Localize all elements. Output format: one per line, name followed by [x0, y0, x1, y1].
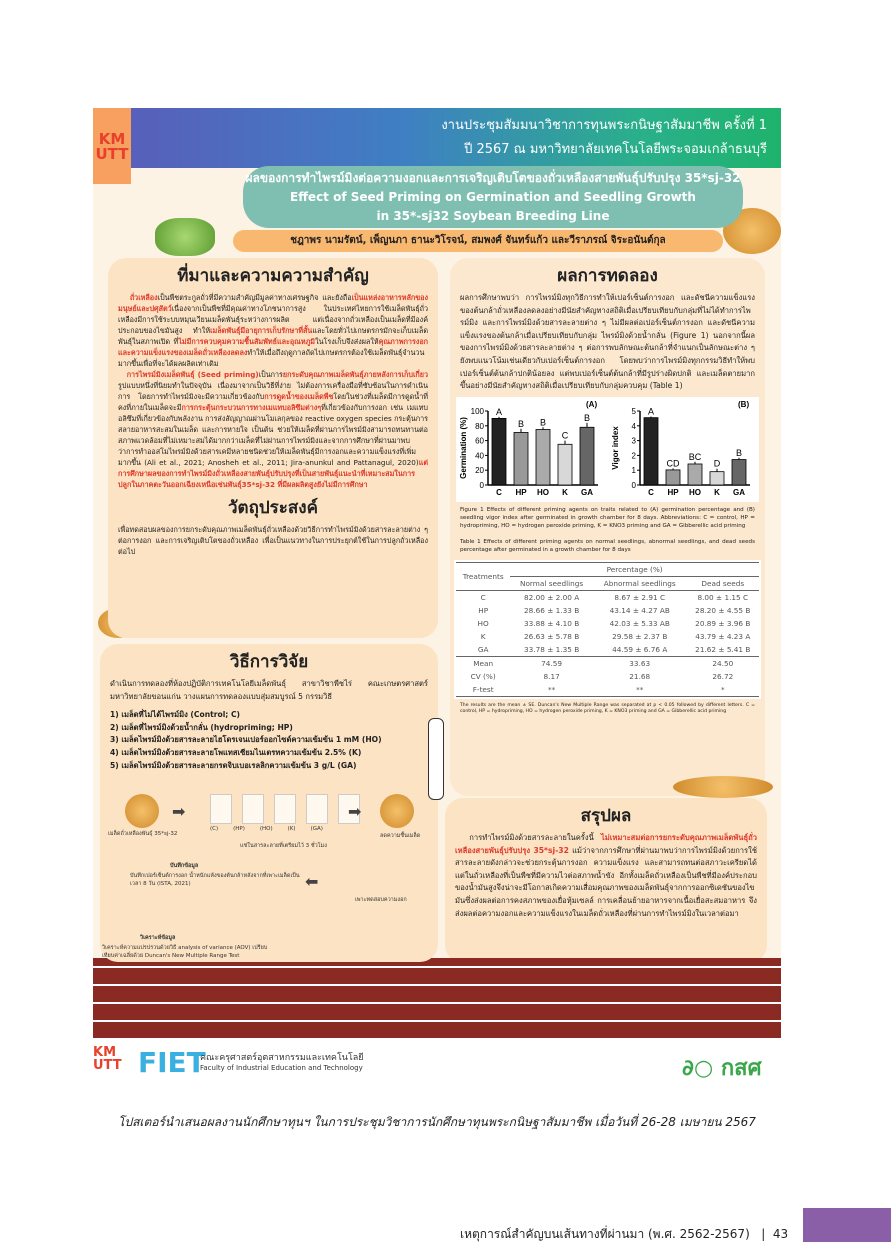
table-cell: C [480, 592, 486, 602]
x-tick-label: GA [733, 487, 745, 497]
table-cell: 20.89 ± 3.96 B [695, 618, 751, 628]
table-row [456, 670, 759, 683]
table-row [456, 643, 759, 657]
table-cell: K [480, 631, 486, 641]
x-tick-label: C [496, 487, 502, 497]
methods-text: ดำเนินการทดลองที่ห้องปฏิบัติการเทคโนโลยีเมล็ดพันธุ์ สาขาวิชาพืชไร่ คณะเกษตรศาสตร์ มหาวิทยาลัยขอนแก่น วางแผนการทดลองแบบสุ่มสมบูรณ์ 5 กรรมวิธี [110, 679, 428, 701]
intro-panel [108, 258, 438, 638]
fiet-name: คณะครุศาสตร์อุตสาหกรรมและเทคโนโลยี Faculty of Industrial Education and Technology [200, 1053, 364, 1072]
arrow-icon: ⬅ [305, 872, 319, 891]
running-footer: เหตุการณ์สำคัญบนเส้นทางที่ผ่านมา (พ.ศ. 2562-2567) | 43 [460, 1227, 789, 1241]
table-row [456, 617, 759, 630]
x-tick-label: C [648, 487, 654, 497]
chart-title: (A) [586, 399, 598, 409]
figure-1 [456, 397, 759, 502]
flow-soak-label: แช่ในสารละลายที่เตรียมไว้ 3 ชั่วโมง [240, 843, 327, 849]
table-cell: 28.20 ± 4.55 B [695, 605, 751, 615]
significance-letter: A [495, 406, 503, 417]
y-tick-label: 5 [631, 406, 636, 416]
y-axis-label: Vigor index [611, 426, 620, 470]
page-tab [803, 1208, 891, 1242]
significance-letter: B [735, 447, 743, 458]
flow-sow-label: เพาะทดสอบความงอก [355, 897, 407, 903]
results-text: ผลการศึกษาพบว่า การไพรม์มิงทุกวิธีการทำให้เปอร์เซ็นต์การงอก และดัชนีความแข็งแรงของต้นกล้าถั่วเหลืองลดลงอย่างมีนัยสำคัญทางสถิติเมื่อเปรียบเทียบกับกลุ่มที่ไม่ได้ทำการไพรม์มิง และการไพรม์มิงด้วยสารละลายต่าง ๆ ไม่มีผลต่อเปอร์เซ็นต์การงอก และดัชนีความแข็งแรงของต้นกล้าเมื่อเปรียบเทียบกับกลุ่ม ไพรม์มิงด้วยน้ำกลั่น (Figure 1) นอกจากนี้ผลของการไพรม์มิงด้วยสารละลายต่าง ๆ ต่อการพบลักษณะต้นกล้าที่จำแนกเป็นลักษณะต่าง ๆ ยังพบแนวโน้มเช่นเดียวกับเปอร์เซ็นต์การงอก โดยพบว่าการไพรม์มิงทุกกรรมวิธีทำให้พบเปอร์เซ็นต์ต้นกล้าปกติน้อยลง แต่พบเปอร์เซ็นต์ต้นกล้าที่มีรูปร่างผิดปกติ และเมล็ดตายมากขึ้นอย่างมีนัยสำคัญทางสถิติเมื่อเปรียบเทียบกับกลุ่มควบคุม (Table 1) [460, 293, 755, 391]
table-cell: 26.63 ± 5.78 B [524, 631, 580, 641]
table-cell: ** [547, 684, 556, 694]
significance-letter: D [713, 458, 721, 469]
table-cell: 43.14 ± 4.27 AB [609, 605, 670, 615]
soybean-spoon-image [673, 776, 773, 798]
table-cell: 43.79 ± 4.23 A [695, 631, 751, 641]
bar [492, 418, 506, 485]
table-cell: 8.00 ± 1.15 C [697, 592, 749, 602]
treatment-item: 5) เมล็ดไพรม์มิงด้วยสารละลายกรดจิบเบอเรลลิกความเข้มข้น 3 g/L (GA) [110, 760, 357, 770]
conference-line-2: ปี 2567 ณ มหาวิทยาลัยเทคโนโลยีพระจอมเกล้าธนบุรี [464, 142, 767, 157]
y-tick-label: 80 [475, 421, 484, 431]
table-row [456, 604, 759, 617]
flow-seed-label: เมล็ดถั่วเหลืองพันธุ์ 35*sj-32 [108, 831, 178, 837]
intro-paragraph-2: การไพรม์มิงเมล็ดพันธุ์ (Seed priming)เป็นการยกระดับคุณภาพเมล็ดพันธุ์ภายหลังการเก็บเกี่ยวรูปแบบหนึ่งที่นิยมทำในปัจจุบัน เนื่องมาจากเป็นวิธีที่ง่าย ไม่ต้องการเครื่องมือที่ซับซ้อนในการดำเนินการ โดยการทำไพรม์มิงจะมีความเกี่ยวข้องกับการดูดน้ำของเมล็ดพืชโดยในช่วงที่เมล็ดมีการดูดน้ำที่คงที่ภายในเมล็ดจะมีการกระตุ้นกระบวนการทางเมแทบอลิซึมต่างๆที่เกี่ยวข้องกับการงอก เช่น เมแทบอลิซึมที่เกี่ยวข้องกับพลังงาน การส่งสัญญาณผ่านโมเลกุลของ reactive oxygen species กระตุ้นการสลายอาหารสะสมในเมล็ด และการหายใจ เป็นต้น ช่วยให้เมล็ดที่ผ่านการไพรม์มิงสามารถทนทานต่อสภาพแวดล้อมที่ไม่เหมาะสมได้มากกว่าเมล็ดที่ไม่ผ่านการไพรม์มิงและจากการศึกษาที่ผ่านมาพบว่าการทำออสโมไพรม์มิงด้วยสารเคมีหลายชนิดช่วยให้เมล็ดพันธุ์มีการงอกและความแข็งแรงที่เพิ่มมากขึ้น (Ali et al., 2021; Anosheh et al., 2011; Jira-anunkul and Pattanagul, 2020)แต่การศึกษาผลของการทำไพรม์มิงถั่วเหลืองสายพันธุ์ปรับปรุงที่เป็นสายพันธุ์แนะนำที่เหมาะสมในการปลูกในภาคตะวันออกเฉียงเหนือเช่นพันธุ์35*sj-32 ที่มีผลผลิตสูงยังไม่มีการศึกษา [118, 370, 429, 489]
bar [558, 444, 572, 485]
intro-paragraph-1: ถั่วเหลืองเป็นพืชตระกูลถั่วที่มีความสำคัญมีมูลค่าทางเศรษฐกิจ และยังถือเป็นแหล่งอาหารหลักของมนุษย์และปศุสัตว์เนื่องจากเป็นพืชที่มีคุณค่าทางโภชนาการสูง ในประเทศไทยการใช้เมล็ดพันธุ์ถั่วเหลืองมีการใช้ระบบหมุนเวียนเมล็ดพันธุ์ระหว่างการผลิต แต่เนื่องจากถั่วเหลืองเป็นเมล็ดที่มีองค์ประกอบของไขมันสูง ทำให้เมล็ดพันธุ์มีอายุการเก็บรักษาที่สั้นและโดยทั่วไปเกษตรกรมักจะเก็บเมล็ดพันธุ์ในสภาพเปิด ที่ไม่มีการควบคุมความชื้นสัมพัทธ์และอุณหภูมิในโรงเก็บจึงส่งผลให้คุณภาพการงอกและความแข็งแรงของเมล็ดถั่วเหลืองลดลงทำให้เมื่อถึงฤดูกาลถัดไปเกษตรกรต้องใช้เมล็ดพันธุ์จำนวนมากขึ้นเพื่อที่จะได้ผลผลิตเท่าเดิม [118, 293, 428, 368]
fiet-logo: FIET [138, 1046, 206, 1079]
table-cell: CV (%) [470, 671, 496, 681]
significance-letter: B [583, 412, 591, 423]
title-thai: ผลของการทำไพรม์มิงต่อความงอกและการเจริญเติบโตของถั่วเหลืองสายพันธุ์ปรับปรุง 35*sj-32 [245, 171, 741, 185]
kmutt-footer-logo: KM UTT [93, 1045, 122, 1073]
x-tick-label: K [714, 487, 720, 497]
methods-heading: วิธีการวิจัย [229, 652, 309, 672]
table-cell: ** [636, 684, 644, 694]
y-tick-label: 0 [479, 480, 484, 490]
table-caption: Table 1 Effects of different priming agents on normal seedlings, abnormal seedlings, and dead seeds percentage after germinated in a growth chamber for 8 days [460, 538, 755, 553]
conclusion-panel [445, 798, 767, 963]
significance-letter: C [561, 430, 569, 441]
chart-germination [456, 397, 606, 502]
y-tick-label: 40 [475, 451, 484, 461]
flow-record-text: บันทึกเปอร์เซ็นต์การงอก น้ำหนักแห้งของต้นกล้าหลังจากที่เพาะเมล็ดเป็นเวลา 8 วัน (ISTA, 2021) [130, 873, 300, 887]
treatment-item: 2) เมล็ดที่ไพรม์มิงด้วยน้ำกลั่น (hydropriming; HP) [110, 722, 293, 732]
pea-image [155, 218, 215, 256]
beaker-labels: (C) (HP) (HO) (K) (GA) [210, 826, 323, 832]
y-tick-label: 100 [470, 406, 484, 416]
bar [644, 417, 658, 484]
conclusion-heading: สรุปผล [580, 806, 632, 826]
intro-heading: ที่มาและความความสำคัญ [177, 266, 369, 286]
y-tick-label: 60 [475, 436, 484, 446]
significance-letter: A [647, 406, 655, 417]
chart-title: (B) [738, 399, 750, 409]
results-heading: ผลการทดลอง [557, 266, 658, 286]
conclusion-text: การทำไพรม์มิงด้วยสารละลายในครั้งนี้ ไม่เหมาะสมต่อการยกระดับคุณภาพเมล็ดพันธุ์ถั่วเหลืองสายพันธุ์ปรับปรุง 35*sj-32 แม้ว่าจากการศึกษาที่ผ่านมาพบว่าการไพรม์มิงด้วยการใช้สารละลายดังกล่าวจะช่วยกระตุ้นการงอก ความแข็งแรง และสามารถทนต่อสภาวะเครียดได้ แต่ในถั่วเหลืองที่เป็นพืชที่มีความไวต่อสภาพน้ำขัง อีกทั้งเมล็ดถั่วเหลืองเป็นพืชที่มีองค์ประกอบของน้ำมันสูงจึงน่าจะมีโอกาสเกิดความเสื่อมคุณภาพของเมล็ดพันธุ์จากการออกซิเดชันของไขมันซึ่งส่งผลต่อการคงสภาพของเยื่อหุ้มเซลล์ การเคลื่อนย้ายอาหารจากเนื้อเยื่อสะสมอาหาร จึงส่งผลต่อความงอกและความแข็งแรงในเมล็ดถั่วเหลืองที่ผ่านการทำไพรม์มิงในเวลาต่อมา [455, 833, 757, 918]
methods-panel [100, 644, 438, 962]
significance-letter: B [539, 417, 547, 428]
table-row [456, 656, 759, 670]
table-cell: 21.68 [629, 671, 651, 681]
poster-header [93, 108, 781, 168]
bar [514, 432, 528, 485]
poster-title [243, 166, 743, 228]
treatment-item: 4) เมล็ดไพรม์มิงด้วยสารละลายโพแทสเซียมไนเตรทความเข้มข้น 2.5% (K) [110, 747, 362, 757]
objective-text: เพื่อทดสอบผลของการยกระดับคุณภาพเมล็ดพันธุ์ถั่วเหลืองด้วยวิธีการทำไพรม์มิงด้วยสารละลายต่าง ๆ ต่อการงอก และการเจริญเติบโตของถั่วเหลือง เพื่อเป็นแนวทางในการประยุกต์ใช้ในการปลูกถั่วเหลืองต่อไป [118, 525, 428, 556]
x-tick-label: HP [667, 487, 679, 497]
table-row [456, 590, 759, 604]
seed-image [125, 794, 159, 828]
y-axis-label: Germination (%) [459, 416, 468, 479]
conference-title [441, 114, 767, 162]
bar [688, 464, 702, 485]
dried-seed-image [380, 794, 414, 828]
authors: ชฎาพร นามรัตน์, เพ็ญนภา ธานะวิโรจน์, สมพงศ์ จันทร์แก้ว และวีราภรณ์ จิระอนันต์กุล [233, 230, 723, 252]
col-group: Percentage (%) [510, 562, 759, 576]
significance-letter: BC [688, 451, 702, 462]
x-tick-label: HP [515, 487, 527, 497]
bar [666, 470, 680, 485]
table-cell: HP [478, 605, 489, 615]
y-tick-label: 0 [631, 480, 636, 490]
table-cell: GA [477, 644, 489, 654]
table-cell: 8.17 [543, 671, 560, 681]
table-cell: 74.59 [541, 658, 563, 668]
arrow-icon: ➡ [348, 802, 362, 821]
x-tick-label: K [562, 487, 568, 497]
conference-line-1: งานประชุมสัมมนาวิชาการทุนพระกนิษฐาสัมมาชีพ ครั้งที่ 1 [441, 118, 767, 133]
table-cell: 44.59 ± 6.76 A [612, 644, 668, 654]
col-treatments: Treatments [462, 571, 504, 581]
treatment-list [100, 709, 438, 772]
y-tick-label: 4 [631, 421, 636, 431]
y-tick-label: 2 [631, 451, 636, 461]
table-cell: 26.72 [712, 671, 734, 681]
table-cell: 42.03 ± 5.33 AB [609, 618, 670, 628]
treatment-item: 3) เมล็ดไพรม์มิงด้วยสารละลายไฮโดรเจนเปอร์ออกไซด์ความเข้มข้น 1 mM (HO) [110, 735, 382, 745]
treatment-item: 1) เมล็ดที่ไม่ได้ไพรม์มิง (Control; C) [110, 710, 241, 720]
cow-image [428, 718, 444, 800]
table-cell: HO [477, 618, 489, 628]
flow-dry-label: ลดความชื้นเมล็ด [380, 833, 421, 839]
table-cell: Mean [473, 658, 494, 668]
table-cell: 33.88 ± 4.10 B [524, 618, 580, 628]
chart-vigor [608, 397, 758, 502]
objective-heading: วัตถุประสงค์ [228, 498, 318, 518]
flow-analysis-title: วิเคราะห์ข้อมูล [140, 935, 176, 941]
table-note: The results are the mean ± SE. Duncan's New Multiple Range was separated at p < 0.05 followed by different letters. C = control, HP = hydropriming, HO = hydrogen peroxide priming, K = KNO3 priming and GA = Gibberellic acid priming [460, 702, 755, 715]
table-1 [454, 560, 761, 699]
title-en-2: in 35*-sj32 Soybean Breeding Line [376, 209, 610, 223]
bar [732, 459, 746, 484]
page-number: 43 [772, 1227, 789, 1241]
x-tick-label: HO [537, 487, 549, 497]
table-cell: 82.00 ± 2.00 A [524, 592, 580, 602]
beakers [210, 794, 360, 824]
poster [93, 108, 781, 1040]
col-header: Abnormal seedlings [603, 578, 676, 588]
table-row [456, 630, 759, 643]
x-tick-label: GA [581, 487, 593, 497]
results-panel [450, 258, 765, 796]
table-cell: 24.50 [712, 658, 734, 668]
table-cell: 33.78 ± 1.35 B [524, 644, 580, 654]
bar [580, 427, 594, 485]
y-tick-label: 20 [475, 465, 484, 475]
x-tick-label: HO [689, 487, 701, 497]
flow-record-title: บันทึกข้อมูล [170, 863, 199, 869]
running-title: เหตุการณ์สำคัญบนเส้นทางที่ผ่านมา (พ.ศ. 2562-2567) [460, 1227, 750, 1241]
table-cell: F-test [472, 684, 494, 694]
significance-letter: CD [666, 458, 680, 469]
col-header: Normal seedlings [519, 578, 584, 588]
significance-letter: B [517, 418, 525, 429]
gsa-logo: ∂○ กสศ [682, 1056, 762, 1081]
table-cell: 21.62 ± 5.41 B [695, 644, 751, 654]
table-row [456, 683, 759, 697]
table-cell: 28.66 ± 1.33 B [524, 605, 580, 615]
table-cell: * [720, 684, 725, 694]
table-cell: 29.58 ± 2.37 B [612, 631, 668, 641]
col-header: Dead seeds [701, 578, 745, 588]
bar [536, 429, 550, 485]
y-tick-label: 1 [631, 465, 636, 475]
poster-caption: โปสเตอร์นำเสนอผลงานนักศึกษาทุนฯ ในการประชุมวิชาการนักศึกษาทุนพระกนิษฐาสัมมาชีพ เมื่อวันที่ 26-28 เมษายน 2567 [118, 1115, 756, 1129]
flow-analysis-text: วิเคราะห์ความแปรปรวนด้วยวิธี analysis of variance (AOV) เปรียบเทียบค่าเฉลี่ยด้วย Duncan's New Multiple Range Test [102, 945, 268, 959]
arrow-icon: ➡ [172, 802, 186, 821]
title-en-1: Effect of Seed Priming on Germination and Seedling Growth [290, 190, 696, 204]
bar [710, 471, 724, 484]
kmutt-logo: KM UTT [93, 108, 131, 184]
table-cell: 8.67 ± 2.91 C [614, 592, 666, 602]
brick-wall-decoration [93, 958, 781, 1040]
table-cell: 33.63 [629, 658, 651, 668]
figure-caption: Figure 1 Effects of different priming agents on traits related to (A) germination percentage and (B) seedling vigor index after germinated in growth chamber for 8 days. Abbreviations: C = control, HP = hydropriming, HO = hydrogen peroxide priming, K = KNO3 priming and GA = Gibberellic acid priming [460, 506, 755, 529]
y-tick-label: 3 [631, 436, 636, 446]
